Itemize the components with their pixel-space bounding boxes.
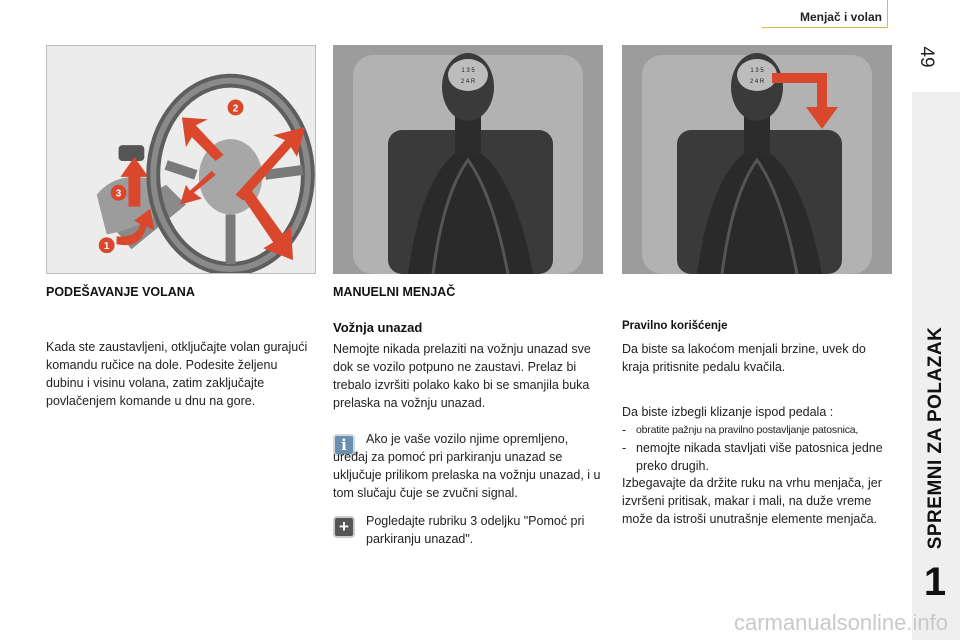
reverse-subheading: Vožnja unazad: [333, 320, 423, 335]
page-number: 49: [916, 46, 937, 68]
pedal-list: [622, 421, 894, 475]
gearbox-heading: MANUELNI MENJAČ: [333, 285, 456, 299]
svg-text:2 4 R: 2 4 R: [460, 79, 476, 85]
callout-3: [111, 185, 127, 201]
gear-lever-image: [333, 45, 603, 274]
reverse-body: Nemojte nikada prelaziti na vožnju unazad sve dok se vozilo potpuno ne zaustavi. Prelaz bi trebalo izvršiti polako kako bi se smanjila buka prelaska na vožnju unazad.: [333, 342, 591, 410]
hand-on-lever-body: Izbegavajte da držite ruku na vrhu menjača, jer izvršeni pritisak, makar i mali, na duže vreme može da istroši unutrašnje elemente menjača.: [622, 476, 882, 526]
list-item: - nemojte nikada stavljati više patosnica jedne preko drugih.: [622, 441, 883, 473]
plus-note: Pogledajte rubriku 3 odeljku "Pomoć pri parkiranju unazad".: [366, 514, 585, 546]
header-rule: [762, 27, 888, 28]
svg-text:2: 2: [232, 103, 239, 115]
watermark: carmanualsonline.info: [733, 610, 948, 635]
gear-lever-reverse-image: [622, 45, 892, 274]
chapter-number: 1: [923, 560, 947, 604]
svg-text:3: 3: [115, 188, 122, 200]
proper-use-body: Da biste sa lakoćom menjali brzine, uvek do kraja pritisnite pedalu kvačila.: [622, 342, 866, 374]
section-title: Menjač i volan: [799, 10, 882, 24]
proper-use-subheading: Pravilno korišćenje: [622, 320, 728, 332]
svg-text:1: 1: [103, 241, 110, 253]
callout-1: [99, 237, 115, 253]
plus-icon: +: [333, 516, 355, 538]
info-note: Ako je vaše vozilo njime opremljeno, uređaj za pomoć pri parkiranju unazad se uključuje prilikom prelaska na vožnju unazad, i u tom slučaju čuje se zvučni signal.: [333, 432, 601, 500]
steering-wheel-image: [46, 45, 316, 274]
info-icon: i: [333, 434, 355, 456]
pedal-intro: Da biste izbegli klizanje ispod pedala :: [622, 405, 834, 419]
steering-body: Kada ste zaustavljeni, otključajte volan gurajući komandu ručice na dole. Podesite željenu dubinu i visinu volana, zatim zaključajte povlačenjem komande u dnu na gore.: [46, 340, 308, 408]
header-tick: [887, 0, 888, 28]
callout-2: [228, 100, 244, 116]
svg-text:1 3 5: 1 3 5: [750, 68, 764, 74]
chapter-tab-label: SPREMNI ZA POLAZAK: [925, 326, 946, 550]
steering-heading: PODEŠAVANJE VOLANA: [46, 285, 195, 299]
list-item: - obratite pažnju na pravilno postavljanje patosnica,: [622, 423, 859, 437]
svg-text:2 4 R: 2 4 R: [749, 79, 765, 85]
svg-text:1 3 5: 1 3 5: [461, 68, 475, 74]
